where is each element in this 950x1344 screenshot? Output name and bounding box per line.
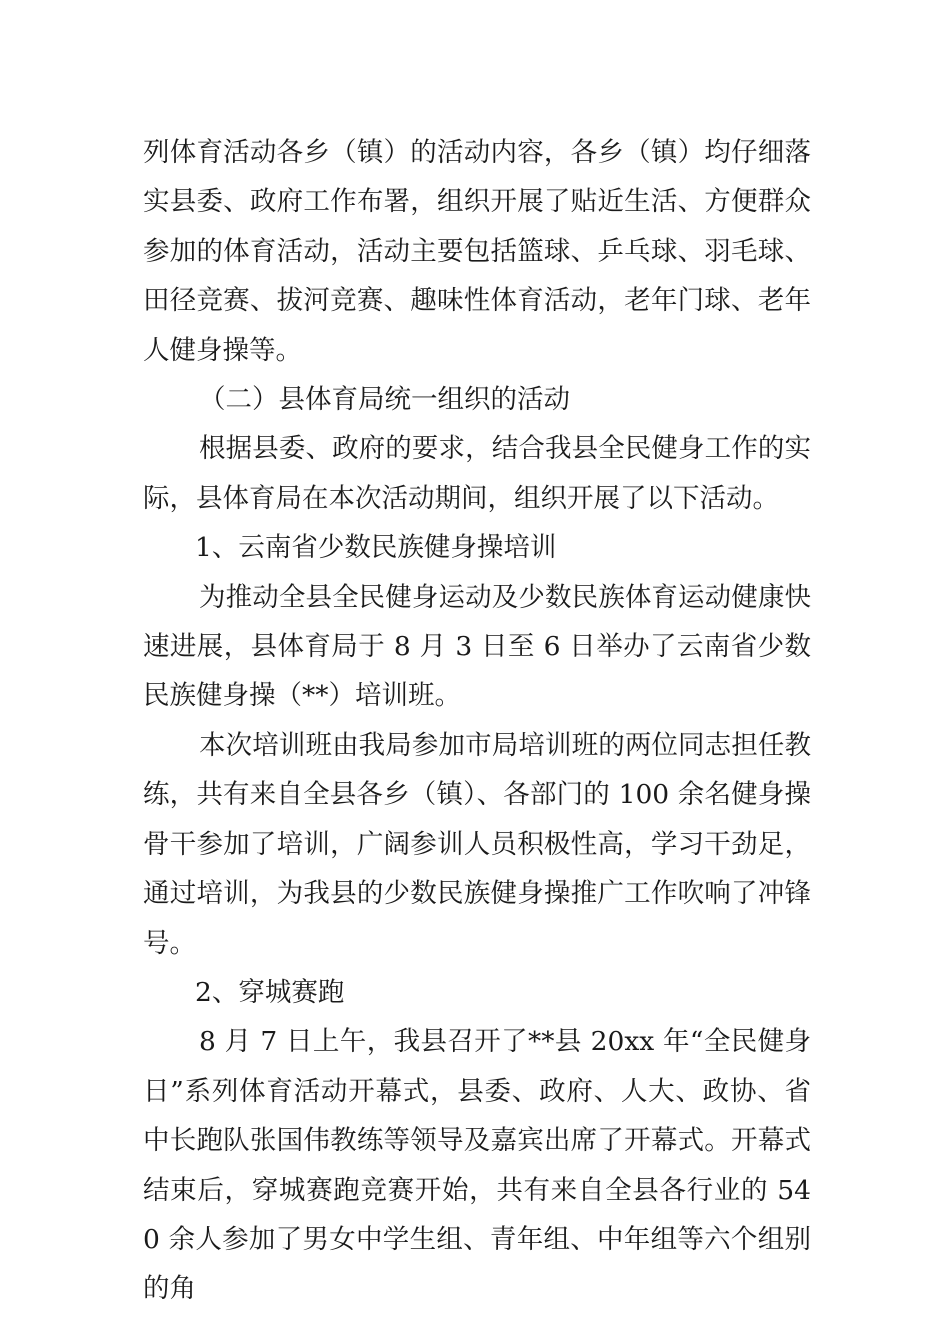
paragraph: 本次培训班由我局参加市局培训班的两位同志担任教练，共有来自全县各乡（镇）、各部门的 100 余名健身操骨干参加了培训，广阔参训人员积极性高，学习干劲足，通过培训，为我县的少数民族健身操推广工作吹响了冲锋号。 bbox=[143, 729, 811, 959]
subsection-heading: 1、云南省少数民族健身操培训 bbox=[195, 532, 557, 564]
subsection-heading: 2、穿城赛跑 bbox=[195, 976, 345, 1008]
document-body bbox=[143, 128, 811, 1314]
section-heading: （二）县体育局统一组织的活动 bbox=[199, 384, 570, 416]
paragraph: 8 月 7 日上午，我县召开了**县 20xx 年“全民健身日”系列体育活动开幕式，县委、政府、人大、政协、省中长跑队张国伟教练等领导及嘉宾出席了开幕式。开幕式结束后，穿城赛跑竞赛开始，共有来自全县各行业的 540 余人参加了男女中学生组、青年组、中年组等六个组别的角 bbox=[143, 1026, 811, 1305]
paragraph-continued: 列体育活动各乡（镇）的活动内容，各乡（镇）均仔细落实县委、政府工作布署，组织开展了贴近生活、方便群众参加的体育活动，活动主要包括篮球、乒乓球、羽毛球、田径竞赛、拔河竞赛、趣味性体育活动，老年门球、老年人健身操等。 bbox=[143, 137, 811, 366]
paragraph: 根据县委、政府的要求，结合我县全民健身工作的实际，县体育局在本次活动期间，组织开展了以下活动。 bbox=[143, 433, 811, 514]
paragraph: 为推动全县全民健身运动及少数民族体育运动健康快速进展，县体育局于 8 月 3 日至 6 日举办了云南省少数民族健身操（**）培训班。 bbox=[143, 581, 811, 712]
